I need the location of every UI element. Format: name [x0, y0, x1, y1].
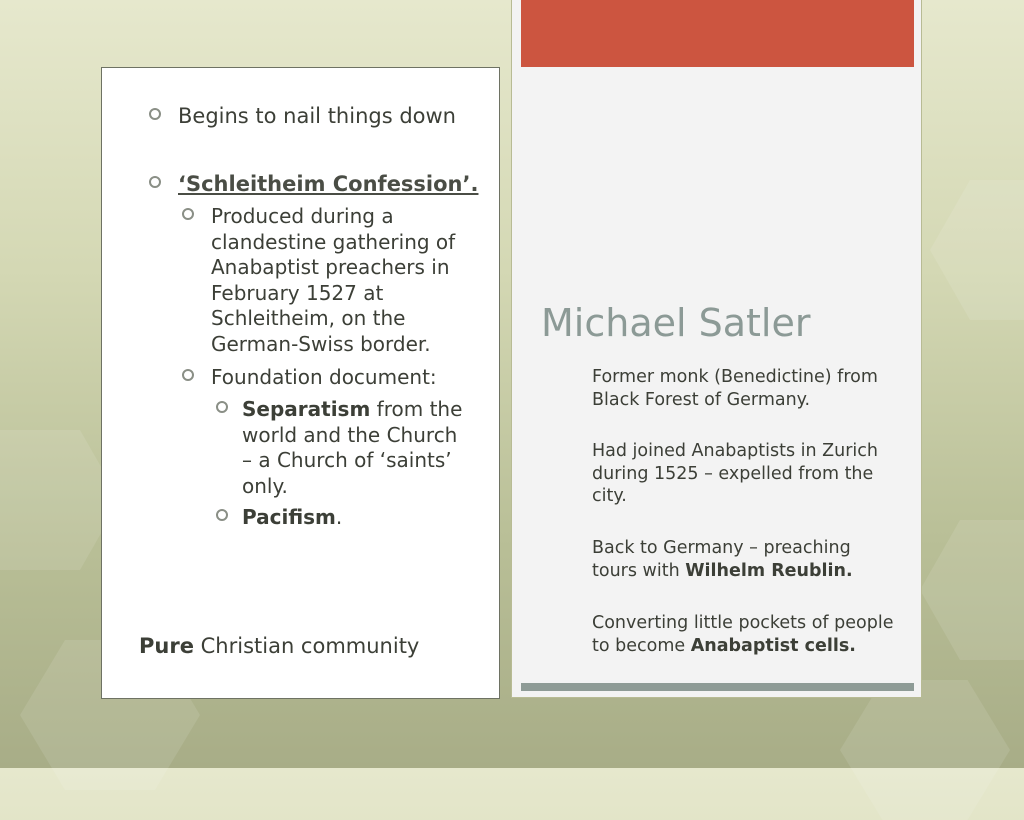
footer-statement — [139, 634, 419, 658]
text-line — [592, 560, 902, 583]
text-fragment: . — [335, 505, 343, 529]
bullet-ring-icon — [149, 108, 161, 120]
background-hexagon — [920, 520, 1024, 660]
accent-bar — [521, 0, 914, 67]
bullet-text: Foundation document: — [211, 365, 437, 389]
text-fragment: to become — [592, 635, 691, 656]
bullet-ring-icon — [182, 208, 194, 220]
text-line: Former monk (Benedictine) from — [592, 367, 878, 387]
text-line: only. — [242, 473, 288, 498]
bullet-ring-icon — [182, 369, 194, 381]
text-line: February 1527 at — [211, 280, 384, 305]
sub-sub-bullet-item — [242, 505, 342, 531]
text-line: Anabaptist preachers in — [211, 255, 450, 280]
text-line: world and the Church — [242, 422, 458, 447]
text-line — [242, 397, 462, 423]
text-fragment: from the — [370, 397, 463, 421]
text-line: Converting little pockets of people — [592, 613, 894, 633]
background-hexagon — [930, 180, 1024, 320]
bullet-ring-icon — [216, 401, 228, 413]
bullet-ring-icon — [149, 176, 161, 188]
bullet-text: Begins to nail things down — [178, 104, 456, 128]
sub-bullet-item — [211, 365, 437, 391]
text-line — [592, 635, 902, 658]
text-line: Had joined Anabaptists in Zurich — [592, 441, 878, 461]
text-line: Schleitheim, on the — [211, 306, 406, 331]
sub-sub-bullet-item — [242, 397, 462, 499]
paragraph — [592, 366, 902, 411]
pure-term: Pure — [139, 634, 194, 658]
bottom-accent-bar — [521, 683, 914, 691]
bullet-ring-icon — [216, 509, 228, 521]
background-hexagon — [840, 680, 1010, 820]
text-line: Back to Germany – preaching — [592, 538, 851, 558]
text-line: city. — [592, 486, 627, 506]
text-line: Black Forest of Germany. — [592, 389, 811, 410]
left-content-panel — [101, 67, 500, 699]
bullet-item — [178, 103, 456, 129]
confession-link[interactable]: ‘Schleitheim Confession’. — [178, 172, 479, 196]
paragraph — [592, 612, 902, 657]
pacifism-term: Pacifism — [242, 505, 336, 529]
text-line: clandestine gathering of — [211, 229, 456, 254]
right-content-panel — [511, 0, 922, 698]
paragraph — [592, 440, 902, 508]
text-line: – a Church of ‘saints’ — [242, 448, 452, 473]
text-line: German-Swiss border. — [211, 331, 431, 356]
separatism-term: Separatism — [242, 397, 371, 421]
slide-title: Michael Satler — [541, 301, 811, 345]
paragraph — [592, 537, 902, 582]
anabaptist-cells-term: Anabaptist cells. — [690, 635, 856, 656]
reublin-name: Wilhelm Reublin. — [685, 560, 853, 581]
text-fragment: Christian community — [193, 634, 420, 658]
bullet-item — [178, 171, 478, 197]
sub-bullet-item — [211, 204, 455, 358]
text-line: during 1525 – expelled from the — [592, 463, 874, 484]
text-line: Produced during a — [211, 204, 394, 228]
text-fragment: tours with — [592, 560, 686, 581]
